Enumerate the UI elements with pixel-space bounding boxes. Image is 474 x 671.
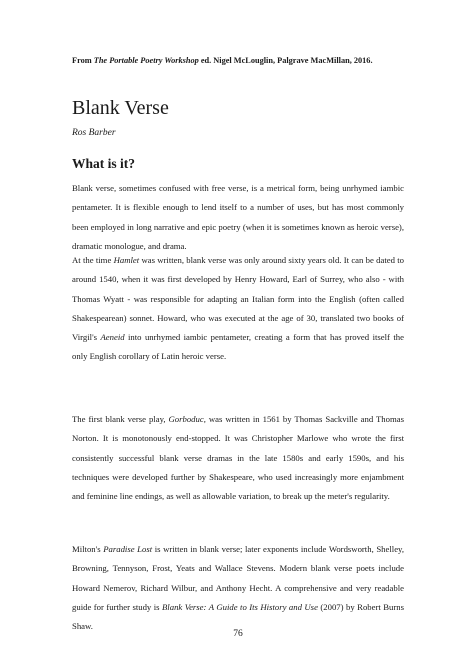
paragraph-4-text-a: Milton's: [72, 544, 104, 554]
paragraph-2: [72, 251, 404, 367]
page-title: Blank Verse: [72, 97, 169, 119]
guide-book-title: Blank Verse: A Guide to Its History and Use: [162, 601, 318, 612]
paragraph-3: [72, 410, 404, 506]
paragraph-4-text-b: is written in blank verse; later exponents include Wordsworth, Shelley, Browning, Tennyson, Frost, Yeats and Wallace Stevens. Modern blank verse poets include Howard Nemerov, Richard Wilbur, and Anthony Hecht. A comprehensive and very readable guide for further study is: [72, 544, 405, 612]
paragraph-3-text-a: The first blank verse play,: [72, 414, 169, 424]
paradise-lost-title: Paradise Lost: [103, 544, 153, 554]
paragraph-1: Blank verse, sometimes confused with free verse, is a metrical form, being unrhymed iambic pentameter. It is flexible enough to lend itself to a number of uses, but has most commonly been employed in long narrative and epic poetry (when it is sometimes known as heroic verse), dramatic monologue, and drama.: [72, 183, 404, 251]
hamlet-title: Hamlet: [113, 255, 140, 265]
paragraph-2-text-a: At the time: [72, 255, 114, 265]
section-heading: What is it?: [72, 156, 136, 171]
source-prefix: From: [72, 56, 94, 65]
source-suffix: ed. Nigel McLouglin, Palgrave MacMillan, 2016.: [198, 56, 373, 65]
paragraph-2-text-b: was written, blank verse was only around sixty years old. It can be dated to around 1540, when it was first developed by Henry Howard, Earl of Surrey, who also - with Thomas Wyatt - was responsible for adapting an Italian form into the English (often called Shakespearean) sonnet. Howard, who was executed at the age of 30, translated two books of Virgil's: [72, 255, 404, 343]
author-name: Ros Barber: [72, 128, 116, 138]
gorboduc-title: Gorboduc: [168, 414, 204, 424]
aeneid-title: Aeneid: [100, 332, 125, 343]
source-citation: [72, 56, 412, 65]
paragraph-2-text-c: into unrhymed iambic pentameter, creating a form that has proved itself the only English corollary of Latin heroic verse.: [72, 332, 404, 362]
paragraph-3-text-b: , was written in 1561 by Thomas Sackville and Thomas Norton. It is monotonously end-stopped. It was Christopher Marlowe who wrote the first consistently successful blank verse dramas in the late 1580s and early 1590s, and his techniques were developed further by Shakespeare, who used increasingly more enjambment and feminine line endings, as well as allowable variation, to break up the meter's regularity.: [72, 414, 404, 502]
paragraph-4: [72, 540, 404, 636]
document-page: [72, 0, 404, 671]
page-number: 76: [233, 629, 243, 639]
source-book-title: The Portable Poetry Workshop: [93, 56, 199, 65]
paragraph-4-text-c: (2007) by Robert Burns Shaw.: [72, 601, 405, 632]
